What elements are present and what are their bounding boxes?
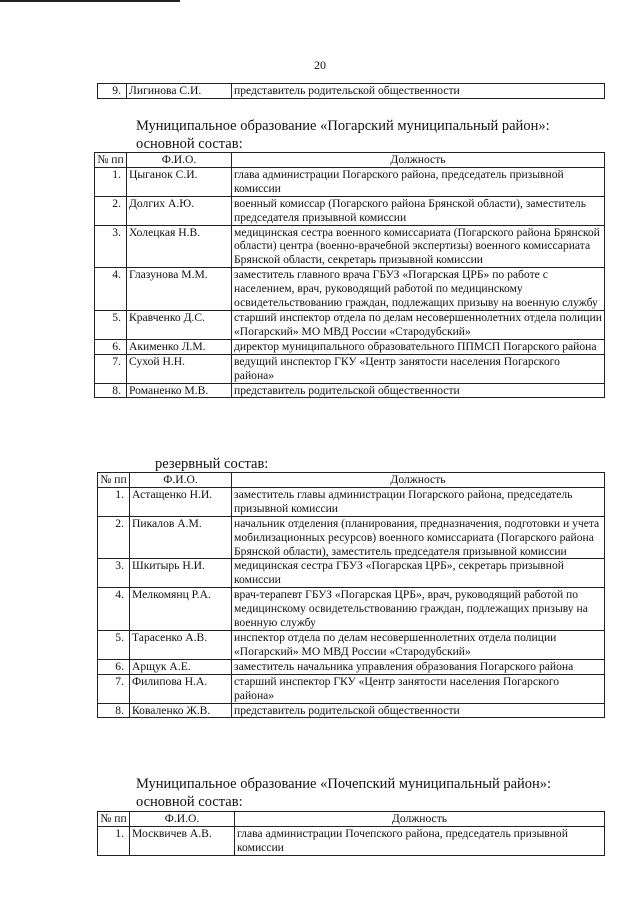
row-role: заместитель главного врача ГБУЗ «Погарская ЦРБ» по работе с населением, врач, руководящий работой по медицинскому освидетельствованию граждан, подлежащих призыву на военную службу (232, 268, 605, 311)
row-name: Цыганок С.И. (127, 167, 232, 196)
row-name: Пикалов А.М. (130, 516, 232, 559)
row-number: 1. (95, 167, 127, 196)
table-row (95, 268, 605, 311)
table-row (95, 354, 605, 383)
row-role: военный комиссар (Погарского района Брянской области), заместитель председателя призывной комиссии (232, 196, 605, 225)
row-role: медицинская сестра ГБУЗ «Погарская ЦРБ», секретарь призывной комиссии (232, 559, 605, 588)
header-name: Ф.И.О. (130, 473, 232, 488)
row-role: инспектор отдела по делам несовершеннолетних отдела полиции «Погарский» МО МВД России «Стародубский» (232, 630, 605, 659)
header-role: Должность (232, 153, 605, 168)
table-row (98, 674, 605, 703)
pochep-title: Муниципальное образование «Почепский муниципальный район»: (136, 776, 552, 792)
row-number: 2. (98, 516, 130, 559)
table-header-row (98, 812, 605, 827)
header-num: № пп (95, 153, 127, 168)
row-number: 8. (98, 703, 130, 718)
row-number: 7. (95, 354, 127, 383)
table-row (98, 659, 605, 674)
header-role: Должность (235, 812, 605, 827)
row-name: Лигинова С.И. (127, 84, 232, 99)
row-role: представитель родительской общественности (232, 383, 605, 398)
header-num: № пп (98, 473, 130, 488)
header-role: Должность (232, 473, 605, 488)
pogar-reserve-table (97, 472, 605, 718)
row-number: 1. (98, 826, 130, 855)
table-row (95, 310, 605, 339)
table-row (95, 225, 605, 268)
table-row (98, 703, 605, 718)
pogar-main-table (94, 152, 605, 398)
row-number: 7. (98, 674, 130, 703)
row-role: медицинская сестра военного комиссариата (Погарского района Брянской области) центра (военно-врачебной экспертизы) военного комиссариата Брянской области, секретарь призывной комиссии (232, 225, 605, 268)
table-header-row (95, 153, 605, 168)
header-name: Ф.И.О. (130, 812, 235, 827)
table-row (95, 383, 605, 398)
page-number: 20 (314, 58, 326, 72)
row-number: 5. (95, 310, 127, 339)
row-name: Арщук А.Е. (130, 659, 232, 674)
pogar-title: Муниципальное образование «Погарский муниципальный район»: (136, 118, 550, 134)
table-row (98, 630, 605, 659)
row-name: Кравченко Д.С. (127, 310, 232, 339)
row-name: Долгих А.Ю. (127, 196, 232, 225)
table-row (98, 84, 605, 99)
row-name: Сухой Н.Н. (127, 354, 232, 383)
row-number: 5. (98, 630, 130, 659)
row-name: Тарасенко А.В. (130, 630, 232, 659)
row-number: 1. (98, 487, 130, 516)
row-name: Акименко Л.М. (127, 339, 232, 354)
row-number: 4. (95, 268, 127, 311)
row-role: глава администрации Почепского района, председатель призывной комиссии (235, 826, 605, 855)
pogar-main-label: основной состав: (136, 136, 243, 152)
row-role: представитель родительской общественности (232, 84, 605, 99)
pochep-main-table (97, 811, 605, 856)
pogar-reserve-label: резервный состав: (155, 456, 269, 472)
header-name: Ф.И.О. (127, 153, 232, 168)
row-name: Глазунова М.М. (127, 268, 232, 311)
row-role: старший инспектор отдела по делам несовершеннолетних отдела полиции «Погарский» МО МВД России «Стародубский» (232, 310, 605, 339)
table-row (95, 339, 605, 354)
table-row (98, 588, 605, 631)
pochep-main-label: основной состав: (136, 794, 243, 810)
table-row (98, 826, 605, 855)
table-row (95, 167, 605, 196)
row-role: глава администрации Погарского района, председатель призывной комиссии (232, 167, 605, 196)
table-row (98, 487, 605, 516)
top-rule (0, 0, 180, 2)
row-role: заместитель начальника управления образования Погарского района (232, 659, 605, 674)
row-role: заместитель главы администрации Погарского района, председатель призывной комиссии (232, 487, 605, 516)
row-name: Холецкая Н.В. (127, 225, 232, 268)
row-role: директор муниципального образовательного ППМСП Погарского района (232, 339, 605, 354)
row-number: 4. (98, 588, 130, 631)
row-role: ведущий инспектор ГКУ «Центр занятости населения Погарского района» (232, 354, 605, 383)
row-name: Романенко М.В. (127, 383, 232, 398)
table-row (98, 559, 605, 588)
row-name: Шкитырь Н.И. (130, 559, 232, 588)
row-number: 6. (98, 659, 130, 674)
row-role: старший инспектор ГКУ «Центр занятости населения Погарского района» (232, 674, 605, 703)
row-number: 9. (98, 84, 127, 99)
table-row (98, 516, 605, 559)
continuation-table (97, 83, 605, 99)
table-header-row (98, 473, 605, 488)
table-row (95, 196, 605, 225)
row-name: Коваленко Ж.В. (130, 703, 232, 718)
row-name: Мелкомянц Р.А. (130, 588, 232, 631)
row-role: врач-терапевт ГБУЗ «Погарская ЦРБ», врач, руководящий работой по медицинскому освидетельствованию граждан, подлежащих призыву на военную службу (232, 588, 605, 631)
row-role: начальник отделения (планирования, предназначения, подготовки и учета мобилизационных ресурсов) военного комиссариата (Погарского района Брянской области), заместитель председателя призывной комиссии (232, 516, 605, 559)
row-number: 8. (95, 383, 127, 398)
header-num: № пп (98, 812, 130, 827)
row-name: Москвичев А.В. (130, 826, 235, 855)
row-name: Филипова Н.А. (130, 674, 232, 703)
row-number: 3. (98, 559, 130, 588)
row-number: 2. (95, 196, 127, 225)
row-name: Астащенко Н.И. (130, 487, 232, 516)
row-role: представитель родительской общественности (232, 703, 605, 718)
row-number: 3. (95, 225, 127, 268)
row-number: 6. (95, 339, 127, 354)
